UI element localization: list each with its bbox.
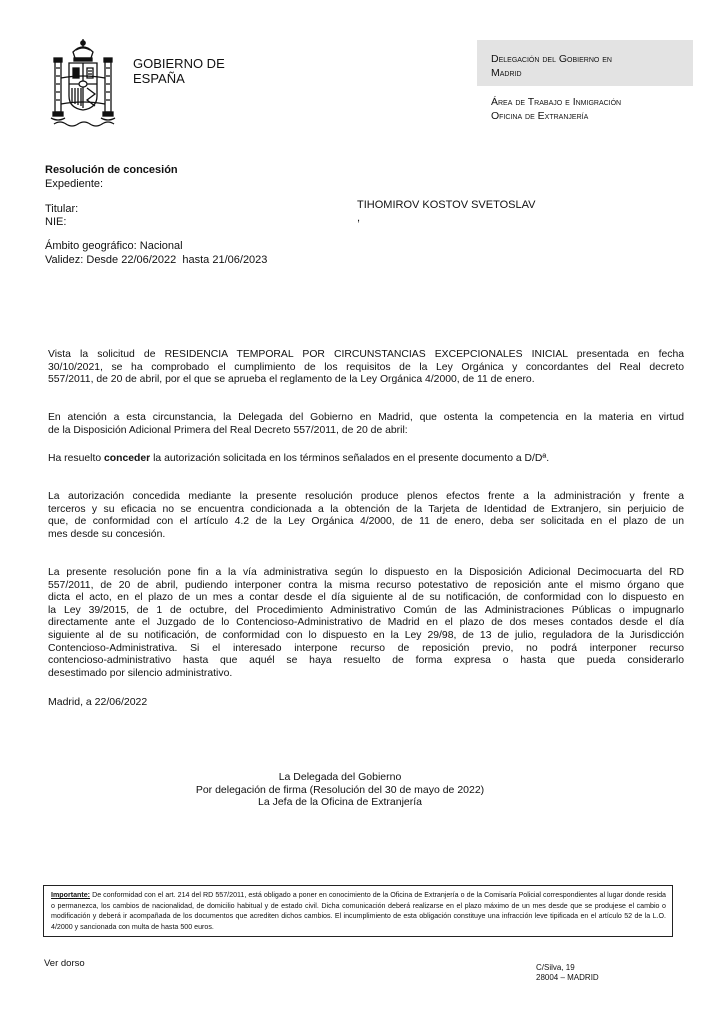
text-line: 557/2011, de 20 de abril, por el que se aprueba el reglamento de la Ley Orgánica 4/2000, de 11 de enero. — [48, 374, 535, 386]
signature-line-1: La Delegada del Gobierno — [278, 771, 402, 783]
place-and-date: Madrid, a 22/06/2022 — [48, 696, 148, 708]
ambito-geografico: Ámbito geográfico: Nacional — [45, 240, 183, 252]
paragraph-efectos — [48, 491, 684, 541]
expediente-label: Expediente: — [45, 178, 104, 190]
paragraph-atencion — [48, 412, 684, 437]
titular-label: Titular: — [45, 203, 79, 215]
resuelto-bold: conceder — [104, 453, 151, 464]
text-line: mes desde su concesión. — [48, 528, 166, 540]
text-line: La autorización concedida mediante la presente resolución produce plenos efectos frente a la administración y frente a — [48, 491, 684, 502]
delegation-line-1: Delegación del Gobierno en — [491, 53, 612, 65]
delegation-name — [491, 52, 612, 80]
area-name — [491, 95, 621, 123]
titular-value: TIHOMIROV KOSTOV SVETOSLAV — [357, 199, 536, 211]
address-line-1: C/Silva, 19 — [536, 963, 575, 972]
text-line: En atención a esta circunstancia, la Delegada del Gobierno en Madrid, que ostenta la competencia en la materia en virtud — [48, 412, 684, 423]
text-line: de la Disposición Adicional Primera del Real Decreto 557/2011, de 20 de abril: — [48, 424, 408, 436]
ver-dorso: Ver dorso — [44, 958, 85, 969]
text-line: Contencioso-Administrativa. Si el interesado interpone recurso de reposición previo, no podrá interponer recurso — [48, 642, 684, 654]
text-line: terceros y su eficacia no se encuentra condicionada a la obtención de la Tarjeta de Identidad de Extranjero, sin perjuicio de — [48, 503, 684, 515]
gov-line-1: GOBIERNO DE — [133, 56, 225, 71]
text-line: desestimado por silencio administrativo. — [48, 667, 233, 679]
text-line: La presente resolución pone fin a la vía administrativa según lo dispuesto en la Disposición Adicional Decimocuarta del RD — [48, 567, 684, 578]
text-line: Vista la solicitud de RESIDENCIA TEMPORAL POR CIRCUNSTANCIAS EXCEPCIONALES INICIAL presentada en fecha — [48, 349, 684, 360]
delegation-line-2: Madrid — [491, 67, 522, 79]
nie-label: NIE: — [45, 216, 67, 228]
area-line-2: Oficina de Extranjería — [491, 110, 589, 122]
notice-text: De conformidad con el art. 214 del RD 557/2011, está obligado a poner en conocimiento de la Oficina de Extranjería o de la Comisaría Policial correspondientes al lugar donde resida o permanezca, los cambios de nacionalidad, de domicilio habitual y de estado civil. Dicha comunicación deberá realizarse en el plazo máximo de un mes desde que se produjese el cambio o modificación y deberá ir acompañada de los documentos que acrediten dichos cambios. El incumplimiento de esta obligación constituye una infracción leve tipificada en el artículo 52 de la L.O. 4/2000 y sancionada con multa de hasta 500 euros. — [51, 891, 666, 931]
text-line: directamente ante el Juzgado de lo Contencioso-Administrativo de Madrid en el plazo de dos meses contados desde el día — [48, 617, 684, 629]
address-line-2: 28004 – MADRID — [536, 973, 599, 982]
notice-label: Importante: — [51, 891, 91, 899]
area-line-1: Área de Trabajo e Inmigración — [491, 96, 622, 108]
text-line: 30/10/2021, se ha comprobado el cumplimiento de los requisitos de la Ley Orgánica y concordantes del Real decreto — [48, 361, 684, 373]
text-line: contencioso-administrativo hasta que aquél se haya resuelto de forma expresa o hasta que pueda considerarlo — [48, 655, 684, 667]
signature-line-3: La Jefa de la Oficina de Extranjería — [257, 796, 422, 809]
important-notice — [43, 885, 673, 937]
text-line: 557/2011, de 20 de abril, pudiendo interponer contra la misma recurso potestativo de reposición ante el mismo órgano que — [48, 579, 684, 591]
text-line: que, de conformidad con el artículo 4.2 de la Ley Orgánica 4/2000, de 11 de enero, deba ser solicitada en el plazo de un — [48, 516, 684, 528]
paragraph-recurso — [48, 567, 684, 680]
resuelto-before: Ha resuelto — [48, 453, 105, 464]
text-line: la Ley 39/2015, de 1 de octubre, del Procedimiento Administrativo Común de las Administraciones Públicas o impugnarlo — [48, 604, 684, 616]
government-name — [133, 56, 225, 86]
validez: Validez: Desde 22/06/2022 hasta 21/06/2023 — [45, 254, 268, 266]
signature-line-2: Por delegación de firma (Resolución del 30 de mayo de 2022) — [195, 783, 485, 796]
paragraph-solicitud — [48, 349, 684, 387]
office-address — [536, 963, 599, 983]
nie-value: , — [357, 212, 361, 224]
signature-block — [0, 771, 680, 809]
resolution-title: Resolución de concesión — [45, 164, 178, 176]
text-line: siguiente al de su notificación, de conformidad con lo dispuesto en la Ley 29/98, de 13 de julio, reguladora de la Jurisdicción — [48, 629, 684, 641]
gov-line-2: ESPAÑA — [133, 71, 185, 86]
resuelto-after: la autorización solicitada en los términos señalados en el presente documento a D/Dª. — [150, 453, 550, 464]
coat-of-arms-logo — [46, 38, 120, 130]
text-line: dicta el acto, en el plazo de un mes a contar desde el día siguiente al de su notificación, de conformidad con lo dispuesto en — [48, 592, 684, 604]
paragraph-resuelto — [48, 453, 684, 466]
